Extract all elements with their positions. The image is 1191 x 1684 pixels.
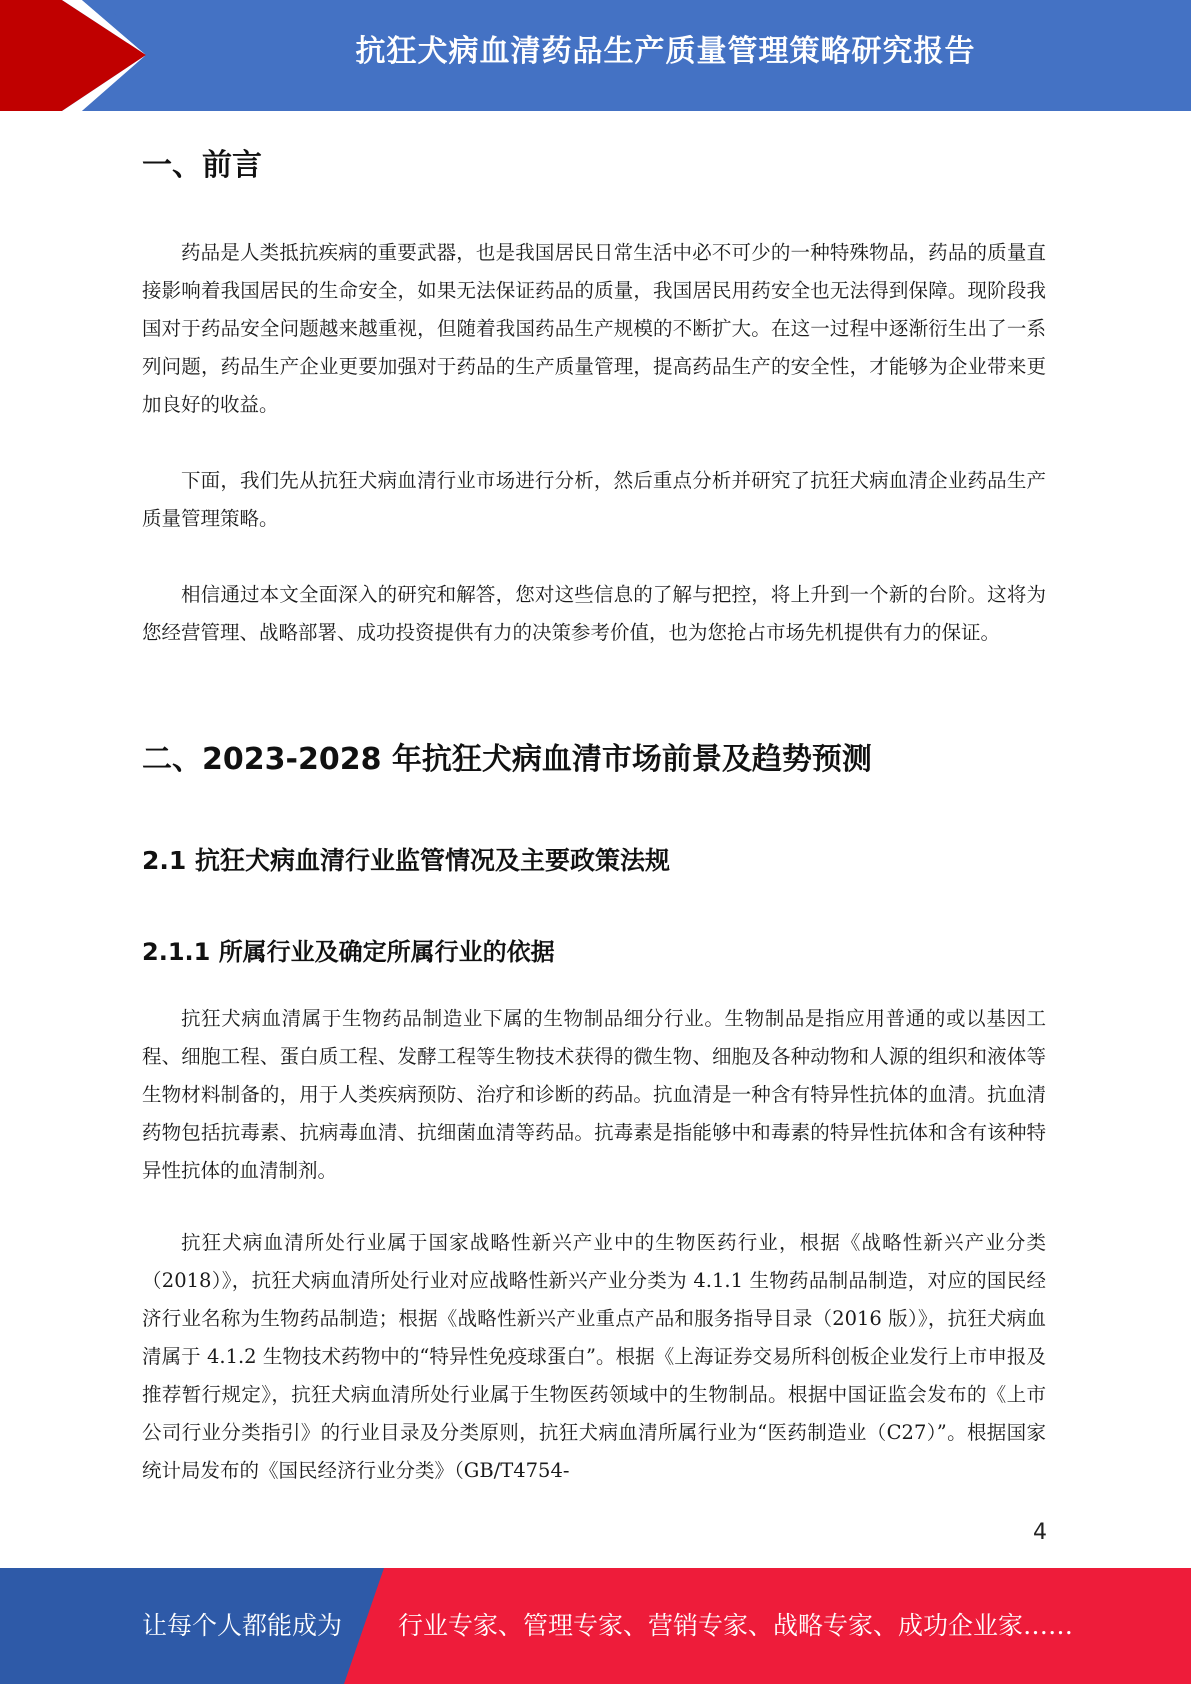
subsection-heading-2-1-1: 2.1.1 所属行业及确定所属行业的依据 bbox=[142, 938, 555, 966]
industry-paragraph-1: 抗狂犬病血清属于生物药品制造业下属的生物制品细分行业。生物制品是指应用普通的或以基因工程、细胞工程、蛋白质工程、发酵工程等生物技术获得的微生物、细胞及各种动物和人源的组织和液体等生物材料制备的，用于人类疾病预防、治疗和诊断的药品。抗血清是一种含有特异性抗体的血清。抗血清药物包括抗毒素、抗病毒血清、抗细菌血清等药品。抗毒素是指能够中和毒素的特异性抗体和含有该种特异性抗体的血清制剂。 bbox=[142, 1007, 1046, 1182]
preface-paragraph-3: 相信通过本文全面深入的研究和解答，您对这些信息的了解与把控，将上升到一个新的台阶。这将为您经营管理、战略部署、成功投资提供有力的决策参考价值，也为您抢占市场先机提供有力的保证。 bbox=[142, 583, 1046, 644]
preface-paragraph-2: 下面，我们先从抗狂犬病血清行业市场进行分析，然后重点分析并研究了抗狂犬病血清企业药品生产质量管理策略。 bbox=[142, 469, 1046, 530]
page-footer bbox=[0, 1568, 1191, 1684]
preface-paragraph-1: 药品是人类抵抗疾病的重要武器，也是我国居民日常生活中必不可少的一种特殊物品，药品的质量直接影响着我国居民的生命安全，如果无法保证药品的质量，我国居民用药安全也无法得到保障。现阶段我国对于药品安全问题越来越重视，但随着我国药品生产规模的不断扩大。在这一过程中逐渐衍生出了一系列问题，药品生产企业更要加强对于药品的生产质量管理，提高药品生产的安全性，才能够为企业带来更加良好的收益。 bbox=[142, 241, 1046, 416]
section-heading-market-outlook: 二、2023-2028 年抗狂犬病血清市场前景及趋势预测 bbox=[142, 742, 872, 777]
subsection-heading-2-1: 2.1 抗狂犬病血清行业监管情况及主要政策法规 bbox=[142, 846, 670, 875]
header-title: 抗狂犬病血清药品生产质量管理策略研究报告 bbox=[355, 34, 976, 69]
page-header bbox=[0, 0, 1191, 111]
page-number: 4 bbox=[1033, 1520, 1047, 1545]
footer-slogan-right: 行业专家、管理专家、营销专家、战略专家、成功企业家…… bbox=[398, 1611, 1074, 1640]
industry-paragraph-2: 抗狂犬病血清所处行业属于国家战略性新兴产业中的生物医药行业，根据《战略性新兴产业分类（2018）》，抗狂犬病血清所处行业对应战略性新兴产业分类为 4.1.1 生物药品制品制造，对应的国民经济行业名称为生物药品制造；根据《战略性新兴产业重点产品和服务指导目录（2016 版）》，抗狂犬病血清属于 4.1.2 生物技术药物中的“特异性免疫球蛋白”。根据《上海证券交易所科创板企业发行上市申报及推荐暂行规定》，抗狂犬病血清所处行业属于生物医药领域中的生物制品。根据中国证监会发布的《上市公司行业分类指引》的行业目录及分类原则，抗狂犬病血清所属行业为“医药制造业（C27）”。根据国家统计局发布的《国民经济行业分类》（GB/T4754- bbox=[142, 1231, 1046, 1482]
section-heading-preface: 一、前言 bbox=[142, 148, 262, 183]
footer-slogan-left: 让每个人都能成为 bbox=[142, 1611, 343, 1640]
